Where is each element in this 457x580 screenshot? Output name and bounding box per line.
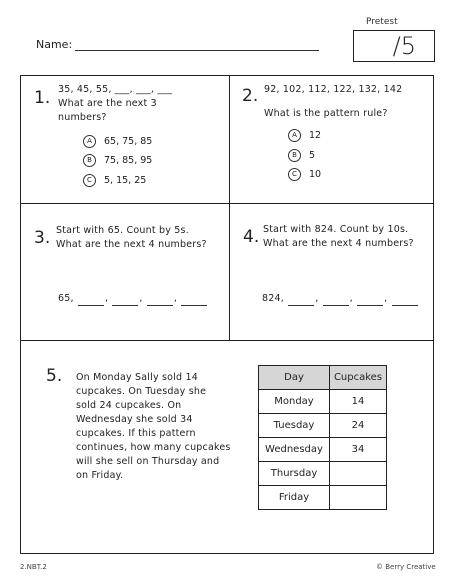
cupcakes-cell: 34: [330, 438, 387, 462]
answer-blank[interactable]: [323, 295, 349, 306]
question-4-answer-row: 824, , , ,: [262, 292, 419, 306]
option-a-circle: A: [83, 135, 96, 148]
question-1-option-c[interactable]: [83, 174, 146, 187]
answer-blank[interactable]: [112, 295, 138, 306]
question-2-option-a[interactable]: [288, 129, 321, 142]
question-4-number: 4.: [243, 227, 260, 247]
option-c-text: 10: [309, 169, 322, 180]
day-cell: Friday: [259, 486, 330, 510]
cupcake-table: [258, 365, 387, 510]
question-5-number: 5.: [46, 366, 63, 386]
question-3-number: 3.: [34, 228, 51, 248]
answer-blank[interactable]: [147, 295, 173, 306]
option-b-circle: B: [288, 149, 301, 162]
question-3-start: 65,: [58, 293, 74, 304]
question-2-option-b[interactable]: [288, 149, 315, 162]
option-c-text: 5, 15, 25: [104, 175, 147, 186]
option-b-text: 75, 85, 95: [104, 155, 153, 166]
problem-line: will she sell on Thursday and: [76, 456, 220, 467]
copyright: © Berry Creative: [376, 563, 436, 571]
question-1-prompt: What are the next 3: [58, 98, 157, 109]
problem-line: On Monday Sally sold 14: [76, 372, 198, 383]
table-header-row: [259, 366, 387, 390]
question-3-instruction: Start with 65. Count by 5s.: [56, 225, 189, 236]
score-box: [353, 30, 435, 62]
score-text: /5: [392, 32, 416, 60]
header-cupcakes: Cupcakes: [330, 366, 387, 390]
standard-code: 2.NBT.2: [20, 563, 47, 571]
question-2-prompt: What is the pattern rule?: [264, 108, 388, 119]
problem-line: cupcakes. On Tuesday she: [76, 386, 207, 397]
table-row: [259, 390, 387, 414]
table-row: [259, 462, 387, 486]
question-1-option-a[interactable]: [83, 135, 152, 148]
option-c-circle: C: [288, 168, 301, 181]
cupcakes-answer-cell[interactable]: [330, 486, 387, 510]
answer-blank[interactable]: [181, 295, 207, 306]
header-day: Day: [259, 366, 330, 390]
question-1-option-b[interactable]: [83, 154, 152, 167]
question-3-answer-row: 65, , , ,: [58, 292, 208, 306]
cupcakes-cell: 14: [330, 390, 387, 414]
question-1-sequence: 35, 45, 55, ___, ___, ___: [58, 84, 173, 95]
table-row: [259, 486, 387, 510]
option-c-circle: C: [83, 174, 96, 187]
question-1-number: 1.: [34, 88, 51, 108]
problem-line: on Friday.: [76, 470, 124, 481]
option-a-text: 12: [309, 130, 322, 141]
problem-line: Wednesday she sold 34: [76, 414, 193, 425]
divider-column: [229, 75, 230, 340]
question-2-number: 2.: [242, 86, 259, 106]
question-2-option-c[interactable]: [288, 168, 321, 181]
answer-blank[interactable]: [288, 295, 314, 306]
name-label: Name:: [36, 38, 73, 51]
answer-blank[interactable]: [392, 295, 418, 306]
problem-line: sold 24 cupcakes. On: [76, 400, 182, 411]
cupcakes-answer-cell[interactable]: [330, 462, 387, 486]
day-cell: Tuesday: [259, 414, 330, 438]
option-a-circle: A: [288, 129, 301, 142]
question-1-prompt-cont: numbers?: [58, 112, 107, 123]
problem-line: continues, how many cupcakes: [76, 442, 231, 453]
pretest-label: Pretest: [366, 17, 398, 27]
answer-blank[interactable]: [78, 295, 104, 306]
option-a-text: 65, 75, 85: [104, 136, 153, 147]
problem-line: cupcakes. If this pattern: [76, 428, 196, 439]
option-b-text: 5: [309, 150, 316, 161]
divider-row-2: [20, 340, 434, 341]
day-cell: Monday: [259, 390, 330, 414]
name-line[interactable]: [75, 50, 319, 51]
question-4-instruction: Start with 824. Count by 10s.: [263, 224, 409, 235]
option-b-circle: B: [83, 154, 96, 167]
table-row: [259, 438, 387, 462]
question-2-sequence: 92, 102, 112, 122, 132, 142: [264, 84, 403, 95]
day-cell: Thursday: [259, 462, 330, 486]
question-4-start: 824,: [262, 293, 284, 304]
divider-row-1: [20, 203, 434, 204]
table-row: [259, 414, 387, 438]
question-3-prompt: What are the next 4 numbers?: [56, 239, 207, 250]
cupcakes-cell: 24: [330, 414, 387, 438]
question-5-word-problem: [76, 371, 231, 483]
answer-blank[interactable]: [357, 295, 383, 306]
question-4-prompt: What are the next 4 numbers?: [263, 238, 414, 249]
day-cell: Wednesday: [259, 438, 330, 462]
